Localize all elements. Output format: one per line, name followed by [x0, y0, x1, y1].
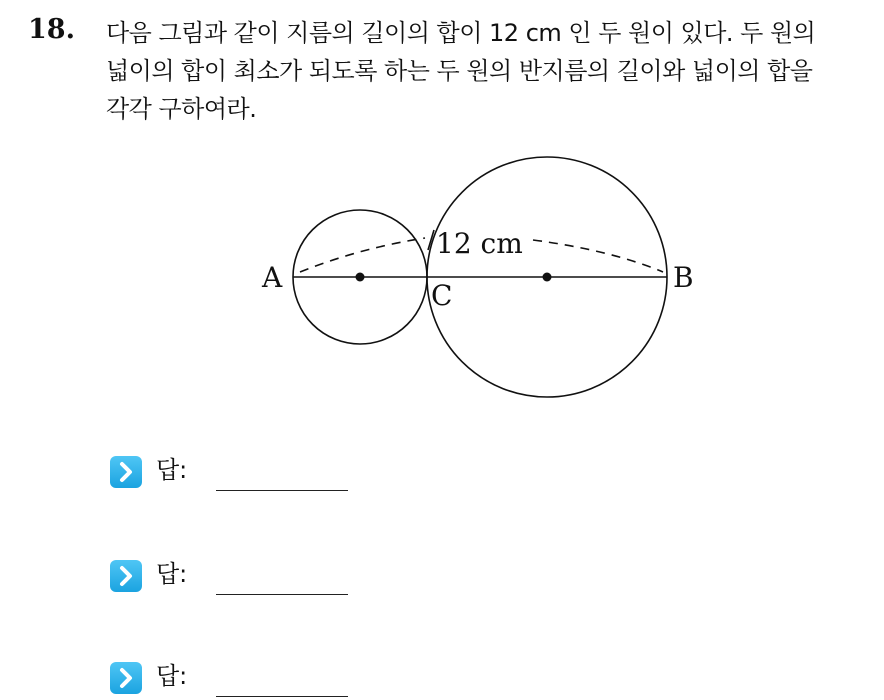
label-c: C — [431, 279, 453, 312]
dashed-arc-right — [533, 240, 663, 272]
label-12cm: 12 cm — [436, 227, 523, 260]
answer-row-2 — [110, 556, 370, 596]
small-circle — [293, 210, 427, 344]
small-circle-center — [356, 273, 365, 282]
question-line-3: 각각 구하여라. — [106, 95, 257, 123]
answer-label: 답: — [156, 662, 188, 690]
chevron-right-icon — [110, 456, 142, 488]
answer-label: 답: — [156, 560, 188, 588]
answer-row-1 — [110, 452, 370, 492]
answer-input-3[interactable] — [216, 696, 348, 697]
dashed-arc-left — [300, 238, 425, 272]
question-number: 18. — [28, 14, 75, 45]
answer-label: 답: — [156, 456, 188, 484]
chevron-right-icon — [110, 662, 142, 694]
label-a: A — [262, 261, 283, 294]
large-circle-center — [543, 273, 552, 282]
chevron-right-icon — [110, 560, 142, 592]
answer-row-3 — [110, 658, 370, 698]
label-tick — [428, 230, 434, 250]
answer-input-1[interactable] — [216, 490, 348, 491]
question-line-1: 다음 그림과 같이 지름의 길이의 합이 12 cm 인 두 원이 있다. 두 원의 — [106, 19, 816, 47]
question-line-2: 넓이의 합이 최소가 되도록 하는 두 원의 반지름의 길이와 넓이의 합을 — [106, 57, 813, 85]
label-b: B — [673, 261, 694, 294]
question-text — [106, 14, 876, 128]
large-circle — [427, 157, 667, 397]
answer-input-2[interactable] — [216, 594, 348, 595]
